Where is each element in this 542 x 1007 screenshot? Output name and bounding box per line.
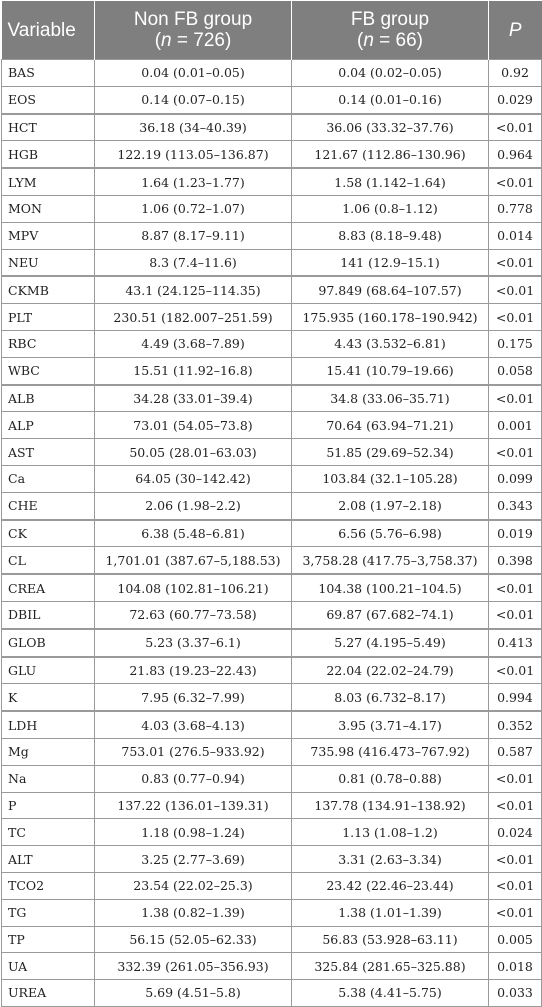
cell-variable: CHE: [2, 492, 95, 519]
cell-fb: 0.14 (0.01–0.16): [292, 86, 489, 113]
table-row: [2, 114, 542, 141]
cell-fb: 104.38 (100.21–104.5): [292, 574, 489, 601]
cell-fb: 34.8 (33.06–35.71): [292, 385, 489, 412]
cell-variable: UA: [2, 953, 95, 980]
table-row: [2, 492, 542, 519]
cell-variable: ALB: [2, 385, 95, 412]
cell-p-value: <0.01: [489, 439, 542, 466]
cell-non-fb: 15.51 (11.92–16.8): [95, 357, 292, 384]
cell-p-value: 0.099: [489, 465, 542, 492]
cell-p-value: <0.01: [489, 765, 542, 792]
cell-p-value: 0.014: [489, 222, 542, 249]
cell-non-fb: 753.01 (276.5–933.92): [95, 738, 292, 765]
cell-fb: 23.42 (22.46–23.44): [292, 872, 489, 899]
cell-fb: 51.85 (29.69–52.34): [292, 439, 489, 466]
cell-non-fb: 0.83 (0.77–0.94): [95, 765, 292, 792]
cell-variable: RBC: [2, 330, 95, 357]
cell-p-value: 0.92: [489, 60, 542, 87]
table-row: [2, 574, 542, 601]
table-row: [2, 60, 542, 87]
cell-variable: EOS: [2, 86, 95, 113]
cell-variable: Mg: [2, 738, 95, 765]
cell-variable: PLT: [2, 304, 95, 331]
cell-p-value: 0.175: [489, 330, 542, 357]
cell-variable: GLU: [2, 657, 95, 684]
cell-non-fb: 3.25 (2.77–3.69): [95, 846, 292, 873]
cell-fb: 121.67 (112.86–130.96): [292, 141, 489, 168]
cell-p-value: 0.343: [489, 492, 542, 519]
cell-variable: WBC: [2, 357, 95, 384]
cell-fb: 5.38 (4.41–5.75): [292, 980, 489, 1007]
header-fb-n: n: [363, 30, 374, 51]
table-row: [2, 222, 542, 249]
table-row: [2, 738, 542, 765]
table-row: [2, 980, 542, 1007]
cell-fb: 36.06 (33.32–37.76): [292, 114, 489, 141]
table-row: [2, 86, 542, 113]
cell-p-value: 0.005: [489, 926, 542, 953]
cell-non-fb: 1.06 (0.72–1.07): [95, 195, 292, 222]
cell-p-value: 0.033: [489, 980, 542, 1007]
cell-non-fb: 8.3 (7.4–11.6): [95, 249, 292, 276]
cell-fb: 97.849 (68.64–107.57): [292, 276, 489, 303]
table-row: [2, 953, 542, 980]
table-row: [2, 439, 542, 466]
cell-non-fb: 73.01 (54.05–73.8): [95, 412, 292, 439]
cell-fb: 1.38 (1.01–1.39): [292, 899, 489, 926]
cell-variable: TP: [2, 926, 95, 953]
table-row: [2, 629, 542, 657]
cell-p-value: 0.352: [489, 711, 542, 738]
cell-non-fb: 56.15 (52.05–62.33): [95, 926, 292, 953]
cell-variable: TG: [2, 899, 95, 926]
cell-non-fb: 6.38 (5.48–6.81): [95, 520, 292, 547]
table-row: [2, 385, 542, 412]
table-row: [2, 684, 542, 711]
cell-variable: GLOB: [2, 629, 95, 657]
cell-fb: 1.58 (1.142–1.64): [292, 168, 489, 195]
cell-p-value: <0.01: [489, 249, 542, 276]
comparison-table: [1, 1, 542, 1007]
cell-non-fb: 72.63 (60.77–73.58): [95, 601, 292, 628]
cell-non-fb: 1.64 (1.23–1.77): [95, 168, 292, 195]
header-variable: Variable: [2, 1, 95, 60]
table-row: [2, 357, 542, 384]
cell-fb: 8.83 (8.18–9.48): [292, 222, 489, 249]
cell-non-fb: 5.23 (3.37–6.1): [95, 629, 292, 657]
cell-p-value: 0.398: [489, 547, 542, 574]
cell-non-fb: 36.18 (34–40.39): [95, 114, 292, 141]
cell-non-fb: 0.14 (0.07–0.15): [95, 86, 292, 113]
cell-non-fb: 332.39 (261.05–356.93): [95, 953, 292, 980]
cell-fb: 325.84 (281.65–325.88): [292, 953, 489, 980]
cell-non-fb: 64.05 (30–142.42): [95, 465, 292, 492]
header-p-label: P: [508, 19, 522, 41]
cell-non-fb: 21.83 (19.23–22.43): [95, 657, 292, 684]
cell-non-fb: 2.06 (1.98–2.2): [95, 492, 292, 519]
cell-fb: 103.84 (32.1–105.28): [292, 465, 489, 492]
table-row: [2, 547, 542, 574]
cell-variable: TC: [2, 819, 95, 846]
header-fb-label: FB group: [350, 9, 430, 30]
cell-variable: MON: [2, 195, 95, 222]
cell-non-fb: 137.22 (136.01–139.31): [95, 792, 292, 819]
cell-fb: 1.06 (0.8–1.12): [292, 195, 489, 222]
table-row: [2, 465, 542, 492]
cell-non-fb: 4.49 (3.68–7.89): [95, 330, 292, 357]
table-row: [2, 792, 542, 819]
cell-fb: 56.83 (53.928–63.11): [292, 926, 489, 953]
cell-non-fb: 104.08 (102.81–106.21): [95, 574, 292, 601]
cell-non-fb: 0.04 (0.01–0.05): [95, 60, 292, 87]
cell-variable: DBIL: [2, 601, 95, 628]
cell-variable: CK: [2, 520, 95, 547]
table-row: [2, 168, 542, 195]
cell-variable: TCO2: [2, 872, 95, 899]
table-row: [2, 819, 542, 846]
cell-p-value: <0.01: [489, 657, 542, 684]
cell-variable: LYM: [2, 168, 95, 195]
cell-non-fb: 7.95 (6.32–7.99): [95, 684, 292, 711]
cell-variable: K: [2, 684, 95, 711]
header-p-value: [489, 1, 542, 60]
cell-variable: Na: [2, 765, 95, 792]
cell-p-value: <0.01: [489, 114, 542, 141]
cell-fb: 15.41 (10.79–19.66): [292, 357, 489, 384]
cell-fb: 70.64 (63.94–71.21): [292, 412, 489, 439]
cell-non-fb: 122.19 (113.05–136.87): [95, 141, 292, 168]
cell-fb: 735.98 (416.473–767.92): [292, 738, 489, 765]
cell-variable: CREA: [2, 574, 95, 601]
cell-non-fb: 5.69 (4.51–5.8): [95, 980, 292, 1007]
cell-p-value: <0.01: [489, 304, 542, 331]
cell-fb: 1.13 (1.08–1.2): [292, 819, 489, 846]
cell-p-value: <0.01: [489, 168, 542, 195]
cell-non-fb: 1,701.01 (387.67–5,188.53): [95, 547, 292, 574]
cell-p-value: 0.029: [489, 86, 542, 113]
table-row: [2, 846, 542, 873]
cell-p-value: <0.01: [489, 385, 542, 412]
table-row: [2, 520, 542, 547]
header-non-fb-count: (n = 726): [154, 30, 232, 51]
cell-non-fb: 43.1 (24.125–114.35): [95, 276, 292, 303]
cell-p-value: <0.01: [489, 846, 542, 873]
cell-non-fb: 23.54 (22.02–25.3): [95, 872, 292, 899]
cell-variable: P: [2, 792, 95, 819]
cell-fb: 2.08 (1.97–2.18): [292, 492, 489, 519]
table-row: [2, 276, 542, 303]
cell-fb: 5.27 (4.195–5.49): [292, 629, 489, 657]
cell-p-value: 0.001: [489, 412, 542, 439]
cell-p-value: 0.024: [489, 819, 542, 846]
cell-variable: UREA: [2, 980, 95, 1007]
cell-fb: 4.43 (3.532–6.81): [292, 330, 489, 357]
cell-fb: 8.03 (6.732–8.17): [292, 684, 489, 711]
cell-variable: AST: [2, 439, 95, 466]
table-row: [2, 141, 542, 168]
header-non-fb-group: [95, 1, 292, 60]
cell-variable: CL: [2, 547, 95, 574]
cell-variable: HCT: [2, 114, 95, 141]
header-fb-group: [292, 1, 489, 60]
cell-p-value: 0.018: [489, 953, 542, 980]
cell-p-value: 0.413: [489, 629, 542, 657]
cell-fb: 137.78 (134.91–138.92): [292, 792, 489, 819]
table-row: [2, 412, 542, 439]
cell-p-value: <0.01: [489, 574, 542, 601]
header-fb-count-value: = 66): [373, 30, 424, 51]
cell-p-value: <0.01: [489, 872, 542, 899]
cell-fb: 175.935 (160.178–190.942): [292, 304, 489, 331]
cell-p-value: <0.01: [489, 792, 542, 819]
cell-p-value: 0.778: [489, 195, 542, 222]
cell-non-fb: 230.51 (182.007–251.59): [95, 304, 292, 331]
cell-p-value: <0.01: [489, 601, 542, 628]
table-row: [2, 765, 542, 792]
table-body: [2, 60, 542, 1007]
table-row: [2, 304, 542, 331]
cell-variable: ALP: [2, 412, 95, 439]
header-fb-count: (n = 66): [356, 30, 424, 51]
cell-variable: BAS: [2, 60, 95, 87]
table-row: [2, 657, 542, 684]
header-non-fb-label: Non FB group: [133, 9, 253, 30]
cell-p-value: 0.058: [489, 357, 542, 384]
cell-fb: 141 (12.9–15.1): [292, 249, 489, 276]
table-row: [2, 926, 542, 953]
cell-variable: NEU: [2, 249, 95, 276]
cell-non-fb: 1.38 (0.82–1.39): [95, 899, 292, 926]
cell-non-fb: 50.05 (28.01–63.03): [95, 439, 292, 466]
cell-variable: LDH: [2, 711, 95, 738]
header-non-fb-n: n: [161, 30, 172, 51]
cell-fb: 6.56 (5.76–6.98): [292, 520, 489, 547]
cell-fb: 22.04 (22.02–24.79): [292, 657, 489, 684]
cell-fb: 3.95 (3.71–4.17): [292, 711, 489, 738]
cell-non-fb: 34.28 (33.01–39.4): [95, 385, 292, 412]
cell-variable: CKMB: [2, 276, 95, 303]
table-row: [2, 330, 542, 357]
cell-fb: 69.87 (67.682–74.1): [292, 601, 489, 628]
cell-variable: HGB: [2, 141, 95, 168]
table-row: [2, 601, 542, 628]
table-row: [2, 899, 542, 926]
cell-p-value: 0.019: [489, 520, 542, 547]
cell-variable: Ca: [2, 465, 95, 492]
cell-fb: 3.31 (2.63–3.34): [292, 846, 489, 873]
table-row: [2, 249, 542, 276]
table-row: [2, 711, 542, 738]
header-non-fb-count-value: = 726): [171, 30, 232, 51]
cell-p-value: 0.587: [489, 738, 542, 765]
cell-fb: 0.81 (0.78–0.88): [292, 765, 489, 792]
cell-variable: ALT: [2, 846, 95, 873]
cell-fb: 3,758.28 (417.75–3,758.37): [292, 547, 489, 574]
cell-non-fb: 4.03 (3.68–4.13): [95, 711, 292, 738]
table-row: [2, 195, 542, 222]
table-row: [2, 872, 542, 899]
cell-non-fb: 8.87 (8.17–9.11): [95, 222, 292, 249]
cell-p-value: 0.964: [489, 141, 542, 168]
cell-fb: 0.04 (0.02–0.05): [292, 60, 489, 87]
table-header-row: [2, 1, 542, 60]
cell-p-value: 0.994: [489, 684, 542, 711]
cell-p-value: <0.01: [489, 276, 542, 303]
cell-p-value: <0.01: [489, 899, 542, 926]
cell-non-fb: 1.18 (0.98–1.24): [95, 819, 292, 846]
cell-variable: MPV: [2, 222, 95, 249]
